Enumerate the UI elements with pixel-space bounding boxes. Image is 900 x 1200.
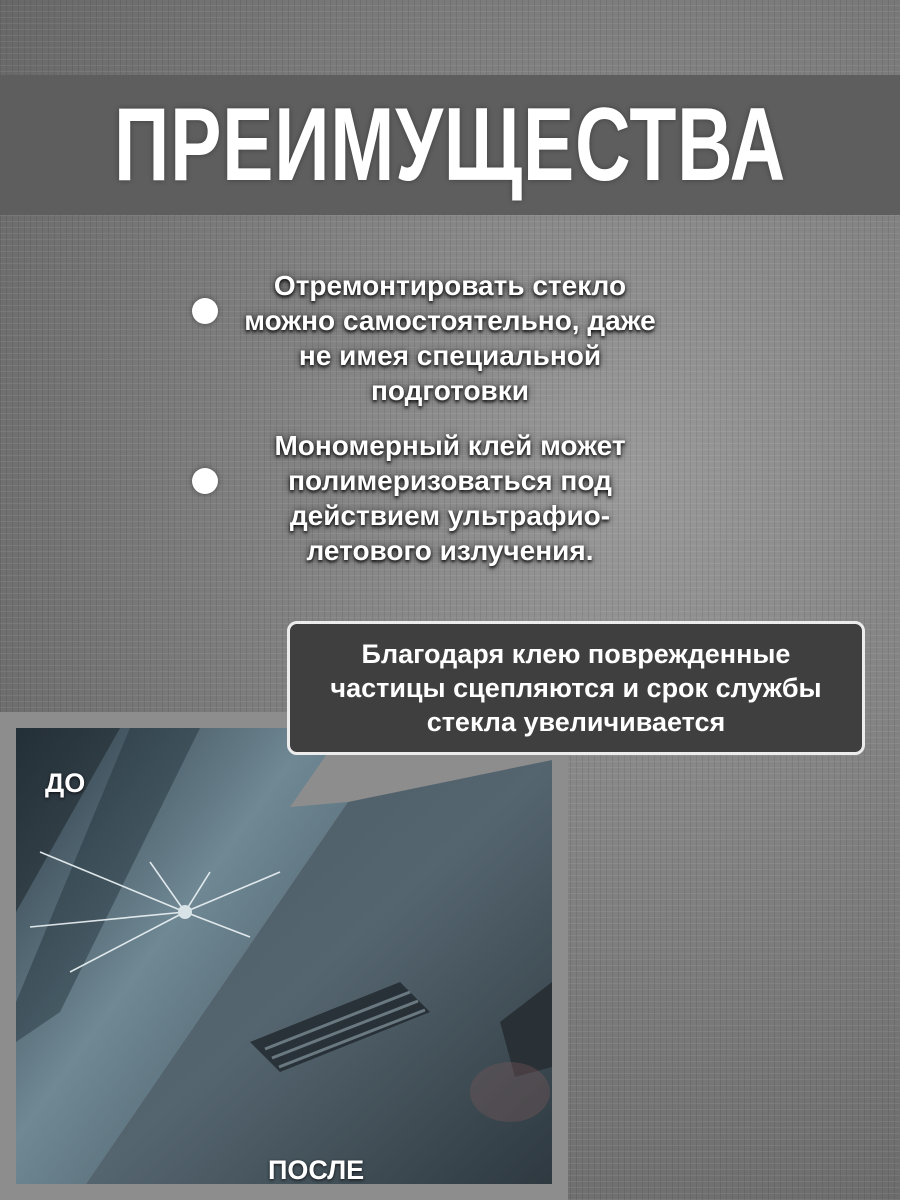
benefit-text-1: Отремонтировать стекло можно самостоятельно, даже не имея специальной подготовки — [244, 270, 656, 406]
title-band — [0, 75, 900, 215]
bullet-dot-icon — [192, 468, 218, 494]
after-label: ПОСЛЕ — [268, 1155, 365, 1185]
callout-text: Благодаря клею поврежденные частицы сцепляются и срок службы стекла увеличивается — [330, 639, 822, 737]
benefit-item-2 — [190, 428, 670, 568]
benefit-text-2: Мономерный клей может полимеризоваться под действием ультрафио-летового излучения. — [274, 430, 626, 566]
bullet-dot-icon — [192, 298, 218, 324]
benefit-item-1 — [190, 268, 670, 408]
page-title: ПРЕИМУЩЕСТВА — [114, 87, 786, 203]
callout-box — [287, 621, 865, 755]
before-label: ДО — [45, 768, 86, 798]
